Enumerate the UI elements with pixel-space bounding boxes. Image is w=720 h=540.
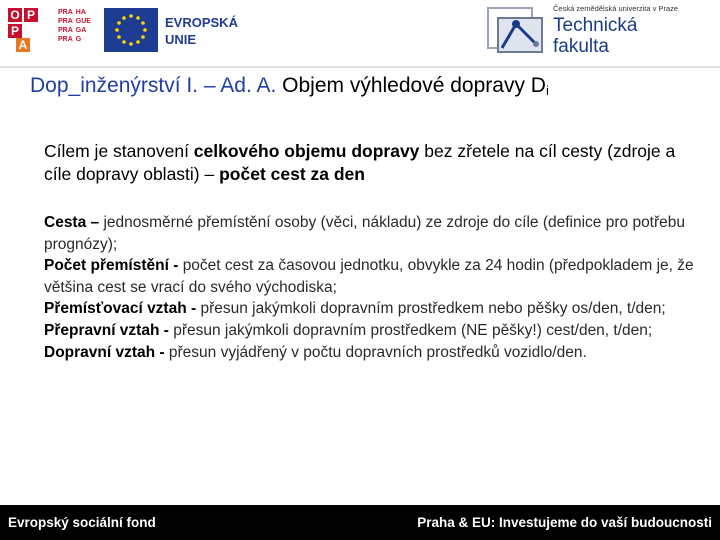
- praha-logo-text: PRA: [58, 9, 73, 16]
- definition-term: Přemísťovací vztah -: [44, 300, 201, 318]
- footer-left-text: Evropský sociální fond: [8, 515, 156, 530]
- oppa-letter: O: [8, 8, 22, 22]
- eu-logo-line: EVROPSKÁ: [165, 15, 238, 30]
- definition-description: počet cest za časovou jednotku, obvykle za 24 hodin (předpokladem je, že většina cest se vrací do svého východiska;: [44, 257, 694, 296]
- praha-logo-text: PRA: [58, 18, 73, 25]
- definition-item: [44, 298, 694, 320]
- definition-description: jednosměrné přemístění osoby (věci, nákladu) ze zdroje do cíle (definice pro potřebu prognózy);: [44, 214, 686, 253]
- definition-item: [44, 320, 694, 342]
- slide-title: [30, 74, 549, 98]
- definition-term: Počet přemístění -: [44, 257, 183, 275]
- praha-logo-text: HA: [75, 9, 86, 16]
- definition-item: [44, 255, 694, 298]
- technicka-fakulta-emblem-icon: [486, 4, 546, 56]
- definition-item: [44, 212, 694, 255]
- oppa-letter: P: [8, 24, 22, 38]
- faculty-name-line: fakulta: [553, 36, 609, 57]
- eu-logo-text: [165, 14, 238, 48]
- footer-right-text: Praha & EU: Investujeme do vaší budoucnosti: [417, 515, 712, 530]
- faculty-name-line: Technická: [553, 15, 638, 36]
- definition-item: [44, 342, 694, 364]
- definition-term: Přepravní vztah -: [44, 321, 174, 339]
- intro-bold: celkového objemu dopravy: [193, 141, 420, 161]
- eu-flag-icon: [104, 8, 158, 52]
- title-topic: Objem výhledové dopravy D: [276, 74, 546, 97]
- definitions-list: [44, 212, 694, 363]
- definition-description: přesun jakýmkoli dopravním prostředkem nebo pěšky os/den, t/den;: [200, 300, 666, 318]
- praha-logo-text: PRA: [58, 36, 73, 43]
- oppa-logo: [8, 8, 38, 52]
- title-section: Ad. A.: [220, 74, 277, 97]
- intro-paragraph: [44, 140, 684, 186]
- definition-description: přesun jakýmkoli dopravním prostředkem (NE pěšky!) cest/den, t/den;: [173, 321, 653, 339]
- header-divider: [0, 66, 720, 68]
- intro-bold: počet cest za den: [219, 164, 365, 184]
- intro-text: bez zřetele na cíl cesty (zdroje a cíle dopravy oblasti) –: [44, 141, 676, 184]
- definition-term: Cesta –: [44, 214, 104, 231]
- oppa-letter: A: [16, 38, 30, 52]
- oppa-letter: P: [24, 8, 38, 22]
- footer-bar: [0, 505, 720, 540]
- definition-description: přesun vyjádřený v počtu dopravních prostředků vozidlo/den.: [168, 343, 587, 361]
- title-course: Dop_inženýrství I. –: [30, 74, 221, 97]
- praha-logo-text: GUE: [75, 18, 91, 25]
- praha-logo: [58, 8, 98, 52]
- faculty-name: [553, 15, 638, 57]
- praha-logo-text: PRA: [58, 27, 73, 34]
- title-subscript: i: [545, 83, 549, 98]
- university-name: Česká zemědělská univerzita v Praze: [553, 4, 679, 13]
- praha-logo-text: GA: [75, 27, 87, 34]
- eu-logo-line: UNIE: [165, 32, 197, 47]
- definition-term: Dopravní vztah -: [44, 343, 169, 361]
- intro-text: Cílem je stanovení: [44, 141, 194, 161]
- praha-logo-text: G: [75, 36, 82, 43]
